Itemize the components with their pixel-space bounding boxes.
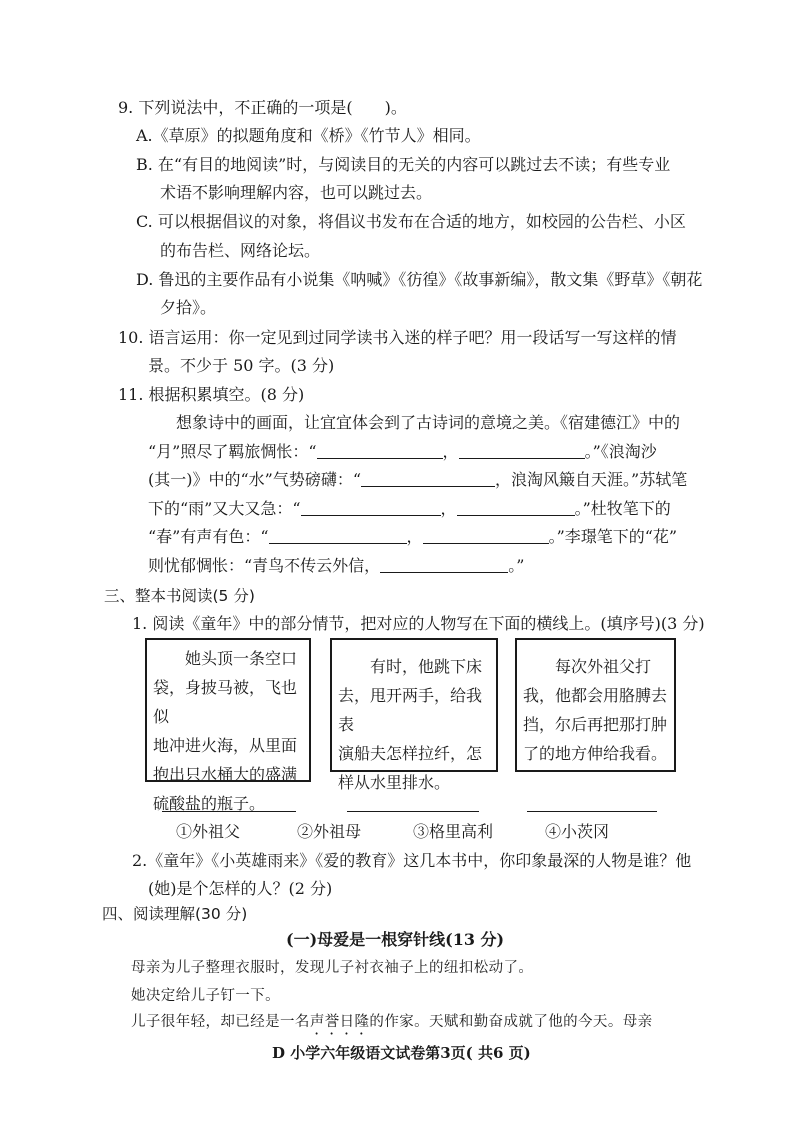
section-3-title: 三、整本书阅读(5 分): [104, 587, 255, 605]
excerpt-box-2: [330, 638, 498, 792]
passage-title: (一)母爱是一根穿针线(13 分): [286, 930, 505, 949]
q9-option-c-line2: 的布告栏、网络论坛。: [160, 241, 321, 260]
q9-stem: 9. 下列说法中，不正确的一项是( )。: [118, 98, 407, 117]
passage-paragraph-3: 儿子很年轻，却已经是一名声誉日隆的作家。天赋和勤奋成就了他的今天。母亲: [131, 1014, 653, 1030]
answer-blank[interactable]: [317, 442, 443, 459]
excerpt-line: 有时，他跳下床: [370, 657, 483, 676]
section-3-q2-line1: 2.《童年》《小英雄雨来》《爱的教育》这几本书中，你印象最深的人物是谁？他: [132, 851, 692, 870]
section-4-title: 四、阅读理解(30 分): [102, 905, 248, 923]
emphasized-phrase: 声誉日隆: [309, 1014, 370, 1030]
answer-blank[interactable]: [457, 499, 575, 516]
q11-stem: 11. 根据积累填空。(8 分): [118, 385, 305, 404]
q9-option-d-line1: D. 鲁迅的主要作品有小说集《呐喊》《彷徨》《故事新编》，散文集《野草》《朝花: [136, 270, 703, 289]
q11-line1: 想象诗中的画面，让宜宜体会到了古诗词的意境之美。《宿建德江》中的: [176, 413, 681, 432]
excerpt-line: 地冲进火海，从里面: [153, 736, 298, 755]
answer-line-1[interactable]: [162, 811, 296, 812]
q11-line4: 下的“雨”又大又急：“ ， 。”杜牧笔下的: [148, 499, 671, 518]
option-3: ③格里高利: [413, 822, 494, 841]
q9-option-d-line2: 夕拾》。: [160, 298, 217, 317]
q10-line2: 景。不少于 50 字。(3 分): [148, 356, 335, 375]
answer-blank[interactable]: [361, 470, 495, 487]
option-1: ①外祖父: [176, 822, 241, 841]
option-2: ②外祖母: [297, 822, 362, 841]
excerpt-line: 挡，尔后再把那打肿: [523, 715, 668, 734]
q9-option-b-line1: B. 在“有目的地阅读”时，与阅读目的无关的内容可以跳过去不读；有些专业: [136, 155, 671, 174]
page-footer: D 小学六年级语文试卷第3页( 共6 页): [272, 1044, 531, 1062]
answer-blank[interactable]: [459, 442, 585, 459]
answer-blank[interactable]: [269, 527, 407, 544]
answer-blank[interactable]: [301, 499, 441, 516]
option-4: ④小茨冈: [545, 822, 610, 841]
answer-line-3[interactable]: [527, 811, 657, 812]
excerpt-line: 我，他都会用胳膊去: [523, 686, 668, 705]
excerpt-line: 样从水里排水。: [338, 773, 451, 792]
q11-line3: (其一)》中的“水”气势磅礴：“ ，浪淘风簸自天涯。”苏轼笔: [148, 470, 688, 489]
answer-blank[interactable]: [423, 527, 549, 544]
q9-option-c-line1: C. 可以根据倡议的对象，将倡议书发布在合适的地方，如校园的公告栏、小区: [136, 212, 686, 231]
passage-paragraph-2: 她决定给儿子钉一下。: [131, 988, 280, 1004]
q9-option-a: A.《草原》的拟题角度和《桥》《竹节人》相同。: [136, 126, 481, 145]
excerpt-box-1: [145, 638, 311, 813]
excerpt-line: 去，甩开两手，给我表: [338, 686, 483, 734]
answer-line-2[interactable]: [347, 811, 479, 812]
q10-line1: 10. 语言运用：你一定见到过同学读书入迷的样子吧？用一段话写一写这样的情: [118, 328, 677, 347]
passage-paragraph-1: 母亲为儿子整理衣服时，发现儿子衬衣袖子上的纽扣松动了。: [131, 960, 534, 976]
section-3-q1: 1. 阅读《童年》中的部分情节，把对应的人物写在下面的横线上。(填序号)(3 分): [132, 614, 705, 633]
excerpt-box-3: [515, 638, 676, 772]
answer-blank[interactable]: [380, 556, 508, 573]
excerpt-line: 每次外祖父打: [555, 657, 652, 676]
excerpt-line: 她头顶一条空口: [185, 649, 298, 668]
q11-line6: 则忧郁惆怅：“青鸟不传云外信， 。”: [148, 556, 525, 575]
section-3-q2-line2: (她)是个怎样的人？(2 分): [148, 879, 333, 898]
excerpt-line: 硫酸盐的瓶子。: [153, 794, 266, 813]
q9-option-b-line2: 术语不影响理解内容，也可以跳过去。: [160, 183, 433, 202]
q11-line2: “月”照尽了羁旅惆怅：“ ， 。”《浪淘沙: [148, 442, 657, 461]
q11-line5: “春”有声有色：“ ， 。”李璟笔下的“花”: [148, 527, 678, 546]
excerpt-line: 演船夫怎样拉纤，怎: [338, 744, 483, 763]
excerpt-line: 了的地方伸给我看。: [523, 744, 668, 763]
excerpt-line: 袋，身披马被，飞也似: [153, 678, 298, 726]
excerpt-line: 抱出只水桶大的盛满: [153, 765, 298, 784]
